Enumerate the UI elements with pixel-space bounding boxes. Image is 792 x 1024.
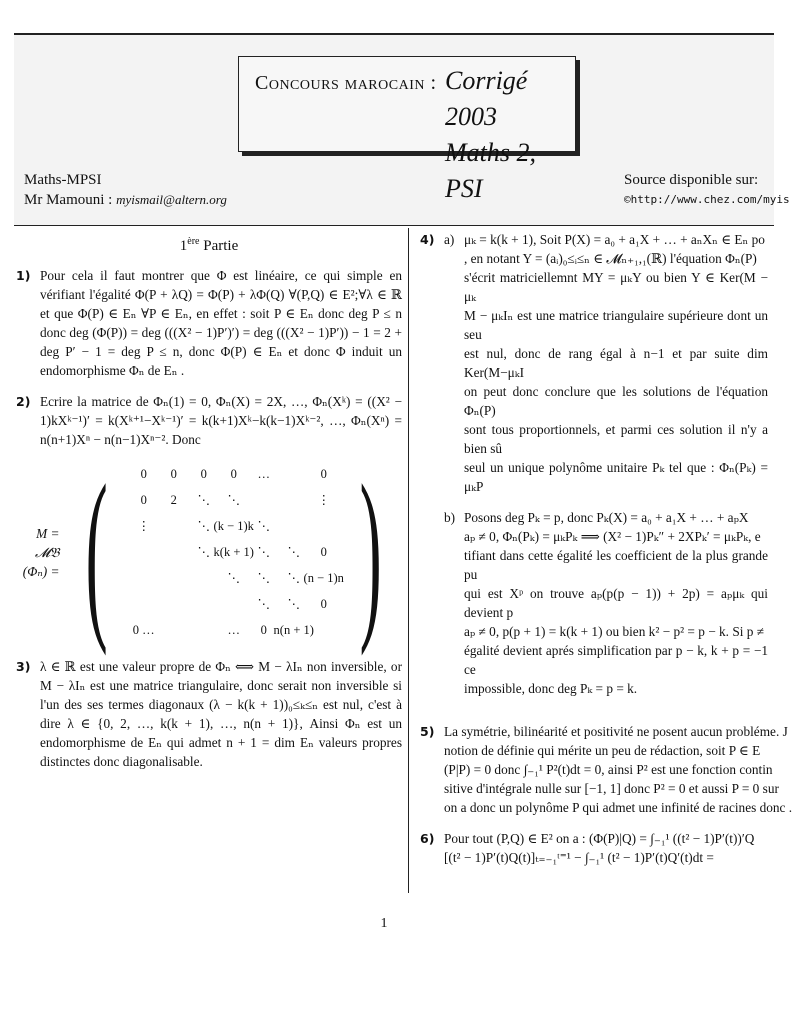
text-line: seul un unique polynôme unitaire Pₖ tel que : Φₙ(Pₖ) = μₖP [464, 460, 768, 494]
course-label: Maths-MPSI [24, 172, 102, 188]
text-line: tifiant dans cette égalité les coefficient de la plus grande pu [464, 548, 768, 582]
matrix-cell: 0 [140, 466, 147, 481]
title-line-1: Corrigé 2003 [445, 66, 528, 131]
text-line: on peut donc conclure que les solutions de l'équation Φₙ(P) [464, 384, 768, 418]
text-line: [(t² − 1)P′(t)Q(t)]ₜ₌₋₁ᵗ⁼¹ − ∫₋₁¹ (t² − 1)P′(t)Q′(t)dt = [444, 850, 714, 865]
text-line: aₚ ≠ 0, p(p + 1) = k(k + 1) ou bien k² − p² = p − k. Si p ≠ [464, 624, 765, 639]
question-1 [16, 266, 402, 380]
question-4 [420, 230, 768, 710]
question-5 [420, 722, 792, 817]
matrix-cell: k(k + 1) [213, 544, 254, 559]
matrix-equation [16, 447, 402, 657]
title-box [238, 56, 576, 203]
text-line: (P|P) = 0 donc ∫₋₁¹ P²(t)dt = 0, ainsi P² est une fonction contin [444, 762, 773, 777]
author-name: Mr Mamouni : [24, 192, 113, 208]
matrix-cell: 0 [320, 466, 327, 481]
subquestion-a [444, 230, 768, 496]
matrix-cell: 0 … [132, 622, 155, 637]
question-text: Pour cela il faut montrer que Φ est linéaire, ce qui simple en vérifiant l'égalité Φ(P + λQ) = Φ(P) + λΦ(Q) ∀(P,Q) ∈ E²;∀λ ∈ ℝ et que Φ(P) ∈ Eₙ ∀P ∈ Eₙ, en effet : soit P ∈ Eₙ donc deg P ≤ n donc deg (Φ(P)) = deg (((X² − 1)P′)′) = deg (((X² − 1)P′)) − 1 = 2 + deg P′ − 1 = deg P ≤ n, donc Φ(P) ∈ Eₙ et donc Φ induit un endomorphisme Φₙ de Eₙ . [40, 268, 402, 378]
text-line: aₚ ≠ 0, Φₙ(Pₖ) = μₖPₖ ⟹ (X² − 1)Pₖ″ + 2XPₖ′ = μₖPₖ, e [464, 529, 761, 544]
question-number: 5) [420, 724, 435, 739]
text-line: Pour tout (P,Q) ∈ E² on a : (Φ(P)|Q) = ∫₋₁¹ ((t² − 1)P′(t))′Q [444, 831, 755, 846]
matrix-cell: ⋱ [197, 492, 210, 507]
source-info [624, 170, 790, 210]
text-line: , en notant Y = (aᵢ)₀≤ᵢ≤ₙ ∈ 𝓜ₙ₊₁,₁(ℝ) l'équation Φₙ(P) [464, 251, 757, 266]
text-line: impossible, donc deg Pₖ = p = k. [464, 681, 638, 696]
subquestion-text [464, 230, 768, 496]
matrix-cell: 0 [320, 596, 327, 611]
question-text [444, 722, 792, 817]
question-text: Ecrire la matrice de Φₙ(1) = 0, Φₙ(X) = 2X, …, Φₙ(Xᵏ) = ((X² − 1)kXᵏ⁻¹)′ = k(Xᵏ⁺¹−Xᵏ⁻¹)′ = k(k+1)Xᵏ−k(k−1)Xᵏ⁻², …, Φₙ(Xⁿ) = n(n+1)Xⁿ − n(n−1)Xⁿ⁻². Donc [40, 394, 402, 447]
matrix-cell: ⋱ [287, 570, 300, 585]
matrix-cell: ⋮ [317, 492, 330, 507]
matrix-cell: … [227, 622, 240, 637]
right-column [420, 230, 792, 879]
matrix-cell: ⋱ [227, 492, 240, 507]
matrix-cell: ⋱ [227, 570, 240, 585]
question-number: 6) [420, 831, 435, 846]
matrix-cell: (k − 1)k [213, 518, 254, 533]
matrix-cell: 2 [170, 492, 177, 507]
part-number: 1 [179, 238, 188, 254]
text-line: égalité devient aprés simplification par p − k, k + p = −1 ce [464, 643, 768, 677]
question-number: 4) [420, 232, 435, 247]
matrix-grid [129, 461, 344, 643]
subquestion-label: b) [444, 510, 456, 525]
part-label: Partie [199, 238, 239, 254]
source-label: Source disponible sur: [624, 172, 759, 188]
matrix-cell: ⋮ [137, 518, 150, 533]
text-line: sitive d'intégrale nulle sur [−1, 1] donc P² = 0 et aussi P = 0 sur [444, 781, 779, 796]
part-title [16, 232, 402, 256]
matrix-cell: ⋱ [257, 518, 270, 533]
matrix-cell: n(n + 1) [273, 622, 314, 637]
text-line: M − μₖIₙ est une matrice triangulaire supérieure dont un seu [464, 308, 768, 342]
contest-label: Concours marocain : [255, 72, 437, 94]
text-line: qui est Xᵖ on trouve aₚ(p(p − 1)) + 2p) = aₚμₖ qui devient p [464, 586, 768, 620]
subquestion-label: a) [444, 232, 455, 247]
left-parenthesis: ( [86, 447, 109, 657]
matrix-cell: ⋱ [257, 596, 270, 611]
author-email: myismail@altern.org [116, 192, 227, 207]
text-line: La symétrie, bilinéarité et positivité ne posent aucun probléme. J [444, 724, 788, 739]
right-parenthesis: ) [359, 447, 382, 657]
subquestion-b [444, 508, 768, 698]
question-number: 3) [16, 659, 31, 674]
matrix-cell: 0 [140, 492, 147, 507]
matrix-label: M = 𝓜𝔅 (Φₙ) = [22, 525, 60, 579]
question-text: λ ∈ ℝ est une valeur propre de Φₙ ⟺ M − λIₙ non inversible, or M − λIₙ est une matrice triangulaire, donc serait non inversible si l'un des ses termes diagonaux (λ − k(k + 1))₀≤ₖ≤ₙ est nul, c'est à dire λ ∈ {0, 2, …, k(k + 1), …, n(n + 1)}, Ainsi Φₙ est un endomorphisme de Eₙ qui admet n + 1 = dim Eₙ valeurs propres distinctes donc diagonalisable. [40, 659, 402, 769]
matrix-cell: ⋱ [257, 544, 270, 559]
question-6 [420, 829, 768, 867]
matrix-cell: ⋱ [257, 570, 270, 585]
matrix-cell: … [257, 466, 270, 481]
subquestion-text [464, 508, 768, 698]
column-divider [408, 228, 409, 893]
author-line [24, 190, 227, 210]
text-line: Posons deg Pₖ = p, donc Pₖ(X) = a₀ + a₁X + … + aₚX [464, 510, 749, 525]
matrix-cell: 0 [170, 466, 177, 481]
text-line: notion de définie qui mérite un peu de rédaction, soit P ∈ E [444, 743, 761, 758]
matrix-cell: ⋱ [197, 544, 210, 559]
text-line: est nul, donc de rang égal à n−1 et par suite dim Ker(M−μₖI [464, 346, 768, 380]
matrix-cell: ⋱ [287, 596, 300, 611]
title-line-2: Maths 2, PSI [445, 138, 536, 203]
author-info [24, 170, 227, 210]
matrix-cell: 0 [320, 544, 327, 559]
text-line: s'écrit matriciellemnt MY = μₖY ou bien Y ∈ Ker(M − μₖ [464, 270, 768, 304]
question-text [444, 829, 768, 867]
document-title [445, 63, 575, 207]
matrix-cell: (n − 1)n [303, 570, 344, 585]
question-number: 2) [16, 394, 31, 409]
text-line: on a donc un polynôme P qui admet une infinité de racines donc . [444, 800, 792, 815]
matrix-cell: ⋱ [287, 544, 300, 559]
matrix-cell: 0 [260, 622, 267, 637]
question-2 [16, 392, 402, 449]
text-line: sont tous proportionnels, et parmi ces solution il n'y a bien sû [464, 422, 768, 456]
matrix-cell: 0 [230, 466, 237, 481]
left-column [16, 230, 402, 783]
part-superscript: ère [187, 236, 200, 247]
question-body [444, 230, 768, 710]
question-3 [16, 657, 402, 771]
matrix-cell: 0 [200, 466, 207, 481]
source-url[interactable]: ©http://www.chez.com/myis [624, 193, 790, 206]
page-number: 1 [380, 916, 388, 931]
text-line: μₖ = k(k + 1), Soit P(X) = a₀ + a₁X + … + aₙXₙ ∈ Eₙ po [464, 232, 765, 247]
question-number: 1) [16, 268, 31, 283]
matrix-cell: ⋱ [197, 518, 210, 533]
